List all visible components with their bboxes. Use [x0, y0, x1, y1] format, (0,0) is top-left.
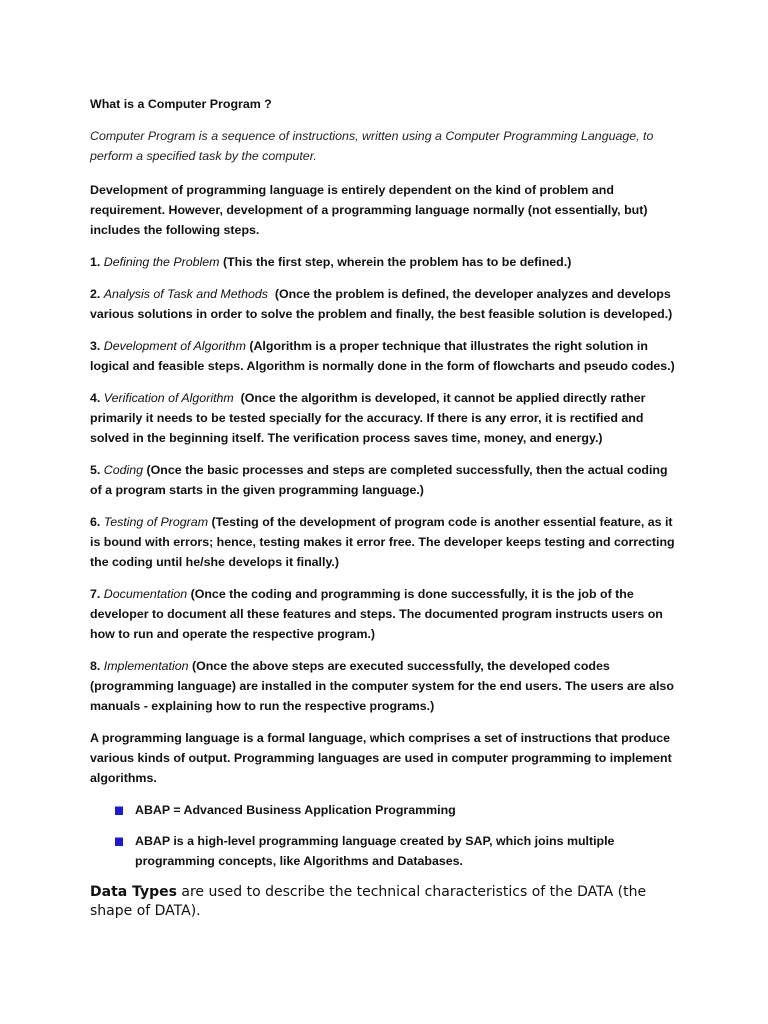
step-8	[90, 656, 682, 716]
step-description: (Once the coding and programming is done successfully, it is the job of the developer to document all these features and steps. The documented program instructs users on how to run and operate the respective program.)	[90, 587, 663, 641]
step-description: (Once the above steps are executed successfully, the developed codes (programming language) are installed in the computer system for the end users. The users are also manuals - explaining how to run the respective programs.)	[90, 659, 674, 713]
square-bullet-icon	[115, 806, 123, 815]
bullet-list	[90, 800, 682, 871]
step-number: 5.	[90, 463, 101, 477]
data-types-text: are used to describe the technical characteristics of the DATA (the shape of DATA).	[90, 884, 647, 919]
step-name: Analysis of Task and Methods	[103, 287, 268, 301]
step-description: (Algorithm is a proper technique that illustrates the right solution in logical and feasible steps. Algorithm is normally done in the form of flowcharts and pseudo codes.)	[90, 339, 675, 373]
step-name: Development of Algorithm	[103, 339, 246, 353]
programming-language-paragraph	[90, 728, 682, 788]
step-6	[90, 512, 682, 572]
document-content	[90, 94, 682, 934]
step-2	[90, 284, 682, 324]
step-number: 3.	[90, 339, 101, 353]
step-number: 1.	[90, 255, 101, 269]
bullet-text: ABAP = Advanced Business Application Programming	[135, 803, 456, 817]
development-paragraph: Development of programming language is entirely dependent on the kind of problem and requirement. However, development of a programming language normally (not essentially, but) includes the following steps.	[90, 183, 648, 237]
step-description: (Once the basic processes and steps are completed successfully, then the actual coding of a program starts in the given programming language.)	[90, 463, 668, 497]
list-item	[90, 800, 682, 820]
step-description: (This the first step, wherein the problem has to be defined.)	[222, 255, 572, 269]
step-name: Coding	[103, 463, 144, 477]
step-number: 7.	[90, 587, 101, 601]
step-number: 8.	[90, 659, 101, 673]
step-name: Implementation	[103, 659, 189, 673]
step-number: 4.	[90, 391, 101, 405]
square-bullet-icon	[115, 837, 123, 846]
programming-language-text: is a formal language, which comprises a set of instructions that produce various kinds of output. Programming languages are used in computer programming to implement algorithms.	[90, 731, 672, 785]
step-description: (Once the algorithm is developed, it cannot be applied directly rather primarily it needs to be tested specially for the accuracy. If there is any error, it is rectified and solved in the beginning itself. The verification process saves time, money, and energy.)	[90, 391, 646, 445]
step-4	[90, 388, 682, 448]
page-title: What is a Computer Program ?	[90, 97, 272, 111]
data-types-paragraph	[90, 883, 682, 921]
programming-language-lead: A programming language	[90, 731, 240, 745]
step-number: 2.	[90, 287, 101, 301]
list-item	[90, 831, 682, 871]
step-1	[90, 252, 682, 272]
intro-paragraph: Computer Program is a sequence of instructions, written using a Computer Programming Language, to perform a specified task by the computer.	[90, 129, 654, 163]
step-number: 6.	[90, 515, 101, 529]
step-5	[90, 460, 682, 500]
step-description: (Once the problem is defined, the developer analyzes and develops various solutions in order to solve the problem and finally, the best feasible solution is developed.)	[90, 287, 673, 321]
step-name: Testing of Program	[103, 515, 209, 529]
step-name: Defining the Problem	[103, 255, 220, 269]
step-name: Verification of Algorithm	[103, 391, 234, 405]
bullet-text: ABAP is a high-level programming language created by SAP, which joins multiple programming concepts, like Algorithms and Databases.	[135, 834, 615, 868]
data-types-lead: Data Types	[90, 884, 177, 900]
step-description: (Testing of the development of program code is another essential feature, as it is bound with errors; hence, testing makes it error free. The developer keeps testing and correcting the coding until he/she develops it finally.)	[90, 515, 675, 569]
step-7	[90, 584, 682, 644]
step-3	[90, 336, 682, 376]
step-name: Documentation	[103, 587, 188, 601]
